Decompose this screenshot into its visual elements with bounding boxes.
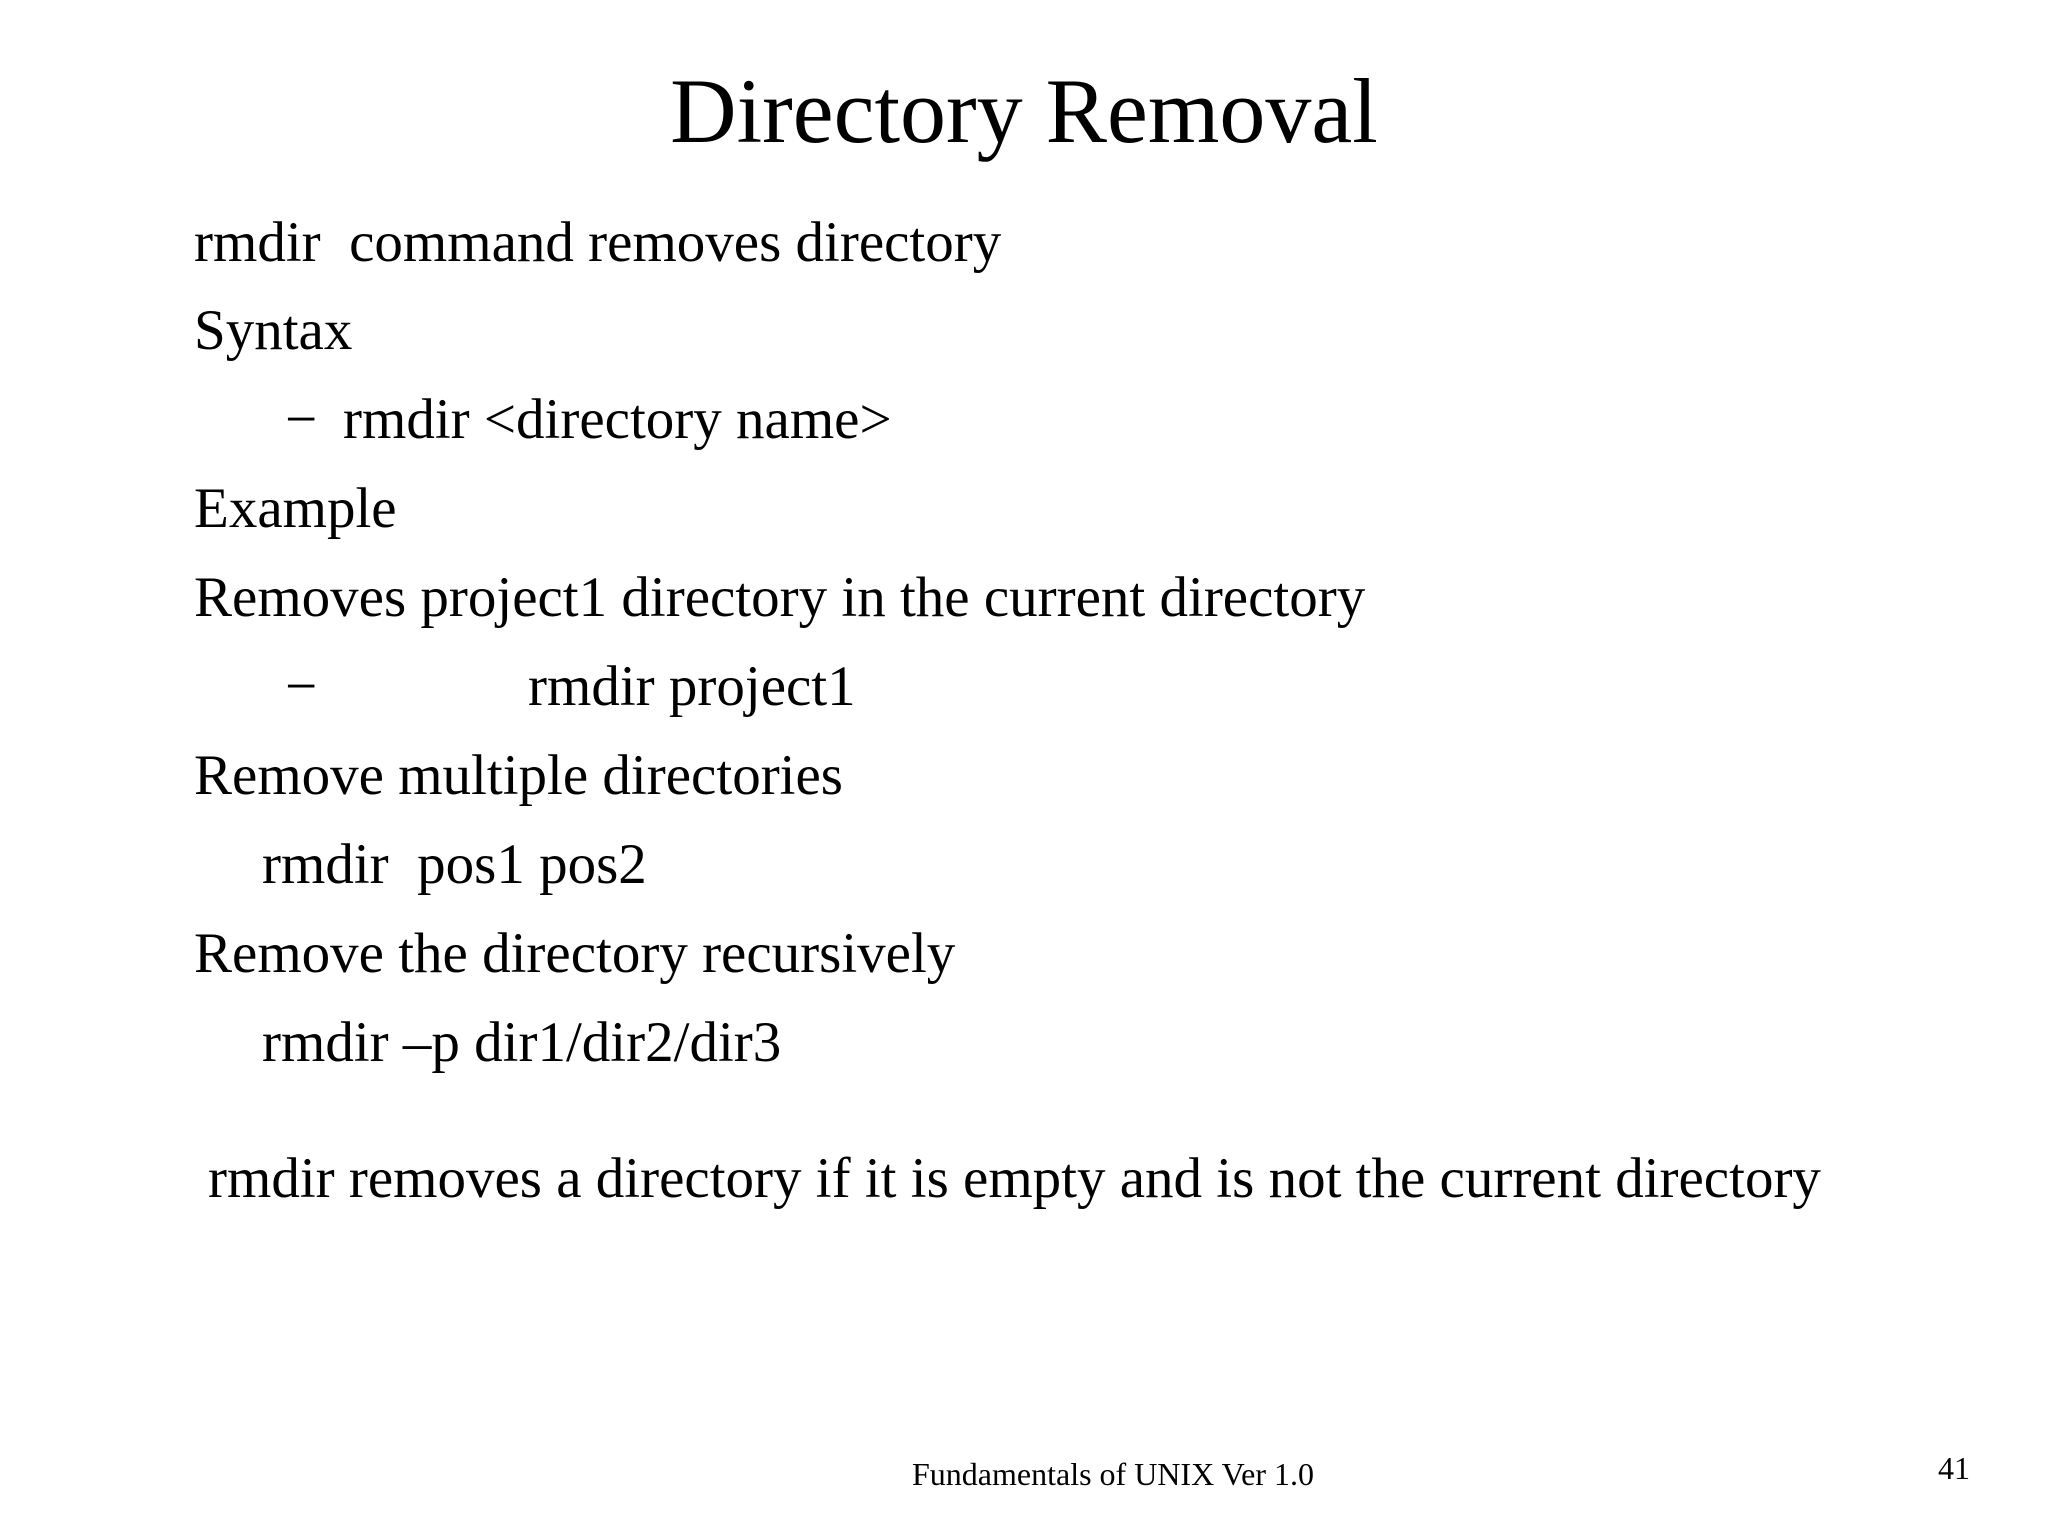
body-line-recursive-command: rmdir –p dir1/dir2/dir3 xyxy=(262,1011,782,1074)
body-line-example-heading: Example xyxy=(194,477,397,540)
body-line-example-description: Removes project1 directory in the current directory xyxy=(194,566,1366,629)
page-number: 41 xyxy=(1938,1450,1970,1486)
dash-bullet: − xyxy=(285,388,318,451)
body-line-recursive-heading: Remove the directory recursively xyxy=(194,922,956,985)
body-line-multiple-heading: Remove multiple directories xyxy=(194,744,843,807)
body-line-syntax-heading: Syntax xyxy=(194,299,353,362)
note-paragraph: rmdir removes a directory if it is empty and is not the current directory xyxy=(208,1147,1821,1210)
slide-title: Directory Removal xyxy=(670,60,1378,162)
body-line-syntax-value: rmdir <directory name> xyxy=(343,388,892,451)
body-line-example-command: rmdir project1 xyxy=(528,655,856,718)
dash-bullet: − xyxy=(285,655,318,718)
body-line-multiple-command: rmdir pos1 pos2 xyxy=(262,833,647,896)
body-line-rmdir-description: rmdir command removes directory xyxy=(194,211,1002,274)
footer-text: Fundamentals of UNIX Ver 1.0 xyxy=(912,1456,1315,1492)
